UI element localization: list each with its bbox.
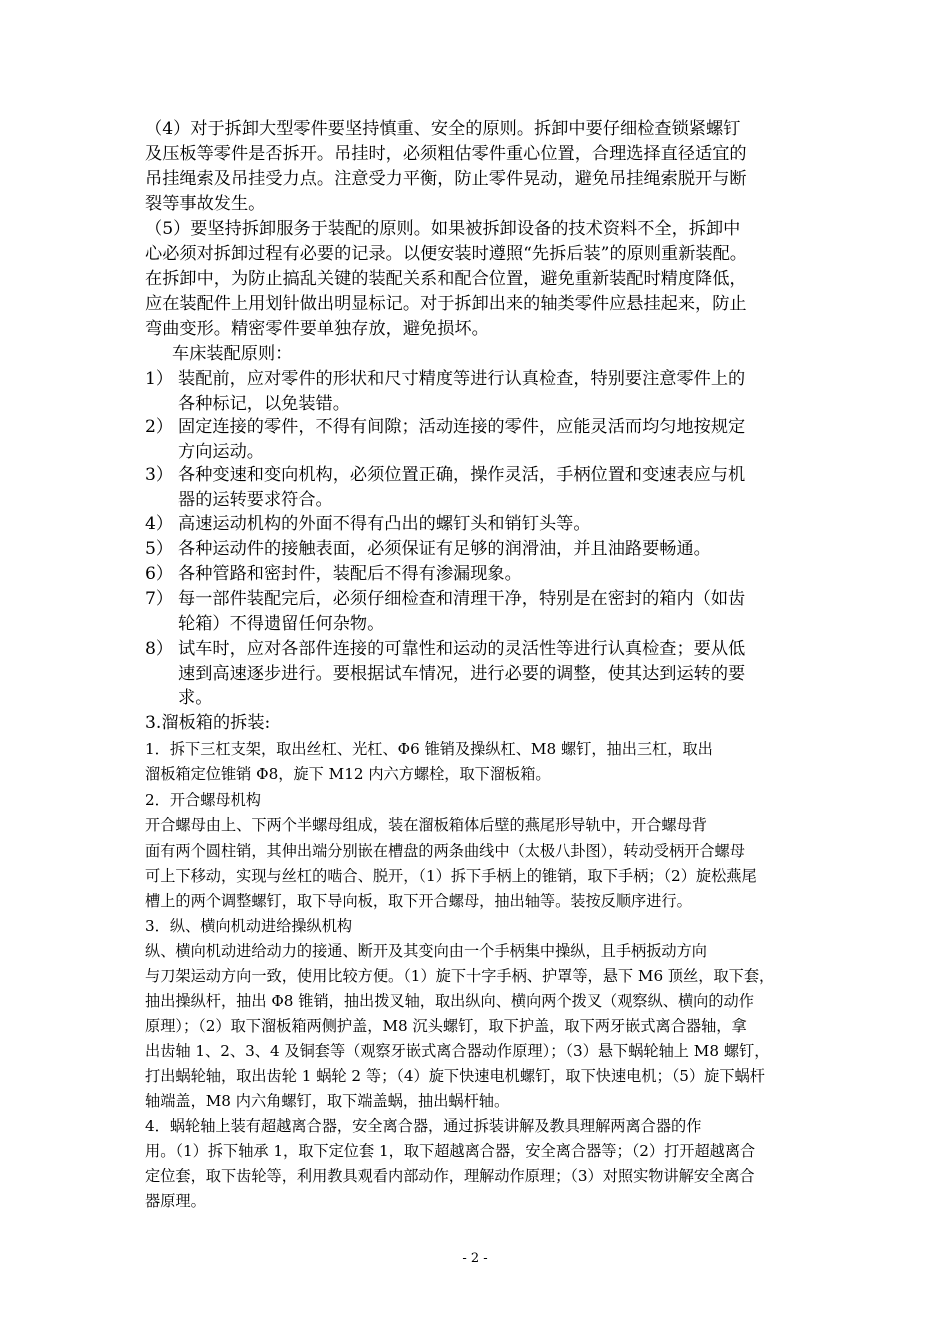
list-item-number: 5） [145,539,173,559]
para5-line-2: 心必须对拆卸过程有必要的记录。以便安装时遵照“先拆后装”的原则重新装配。 [145,244,747,264]
body-line: 槽上的两个调整螺钉，取下导向板，取下开合螺母，抽出轴等。装按反顺序进行。 [145,892,692,910]
para5-line-1: （5）要坚持拆卸服务于装配的原则。如果被拆卸设备的技术资料不全，拆卸中 [145,219,741,239]
list-item-text: 求。 [178,688,213,708]
body-line: 原理）；（2）取下溜板箱两侧护盖，M8 沉头螺钉，取下护盖，取下两牙嵌式离合器轴，拿 [145,1017,747,1035]
list-item-text: 固定连接的零件，不得有间隙；活动连接的零件，应能灵活而均匀地按规定 [178,417,746,437]
list-item-number: 2） [145,417,173,437]
body-line: 打出蜗轮轴，取出齿轮 1 蜗轮 2 等；（4）旋下快速电机螺钉，取下快速电机；（5）旋下蜗杆 [145,1067,765,1085]
body-line: 4．蜗轮轴上装有超越离合器，安全离合器，通过拆装讲解及教具理解两离合器的作 [145,1117,702,1135]
list-item-number: 3） [145,465,173,485]
list-item-text: 器的运转要求符合。 [178,490,333,510]
list-item-text: 各种运动件的接触表面，必须保证有足够的润滑油，并且油路要畅通。 [178,539,711,559]
body-line: 3．纵、横向机动进给操纵机构 [145,917,353,935]
para5-line-4: 应在装配件上用划针做出明显标记。对于拆卸出来的轴类零件应悬挂起来，防止 [145,294,747,314]
body-line: 用。（1）拆下轴承 1，取下定位套 1，取下超越离合器，安全离合器等；（2）打开超越离合 [145,1142,756,1160]
list-item-number: 6） [145,564,173,584]
list-item-number: 4） [145,514,173,534]
para4-line-3: 吊挂绳索及吊挂受力点。注意受力平衡，防止零件晃动，避免吊挂绳索脱开与断 [145,169,747,189]
list-item-number: 7） [145,589,173,609]
para4-line-4: 裂等事故发生。 [145,194,266,214]
para4-line-1: （4）对于拆卸大型零件要坚持慎重、安全的原则。拆卸中要仔细检查锁紧螺钉 [145,119,741,139]
list-item-number: 1） [145,369,173,389]
body-line: 轴端盖，M8 内六角螺钉，取下端盖蜗，抽出蜗杆轴。 [145,1092,510,1110]
body-line: 面有两个圆柱销，其伸出端分别嵌在槽盘的两条曲线中（太极八卦图），转动受柄开合螺母 [145,842,745,860]
para4-line-2: 及压板等零件是否拆开。吊挂时，必须粗估零件重心位置，合理选择直径适宜的 [145,144,747,164]
body-line: 开合螺母由上、下两个半螺母组成，装在溜板箱体后壁的燕尾形导轨中，开合螺母背 [145,816,707,834]
body-line: 与刀架运动方向一致，使用比较方便。（1）旋下十字手柄、护罩等，悬下 M6 顶丝，取下套， [145,967,775,985]
list-item-text: 轮箱）不得遗留任何杂物。 [178,614,385,634]
list-item-text: 方向运动。 [178,442,264,462]
body-line: 纵、横向机动进给动力的接通、断开及其变向由一个手柄集中操纵，且手柄扳动方向 [145,942,707,960]
list-item-text: 高速运动机构的外面不得有凸出的螺钉头和销钉头等。 [178,514,591,534]
assembly-principles-heading: 车床装配原则： [172,344,293,364]
body-line: 溜板箱定位锥销 Φ8，旋下 M12 内六方螺栓，取下溜板箱。 [145,765,551,783]
list-item-number: 8） [145,639,173,659]
list-item-text: 速到高速逐步进行。要根据试车情况，进行必要的调整，使其达到运转的要 [178,664,746,684]
body-line: 可上下移动，实现与丝杠的啮合、脱开，（1）拆下手柄上的锥销，取下手柄；（2）旋松燕尾 [145,867,757,885]
para5-line-5: 弯曲变形。精密零件要单独存放，避免损坏。 [145,319,489,339]
para5-line-3: 在拆卸中，为防止搞乱关键的装配关系和配合位置，避免重新装配时精度降低， [145,269,747,289]
section-title: 3.溜板箱的拆装: [145,713,271,733]
list-item-text: 试车时，应对各部件连接的可靠性和运动的灵活性等进行认真检查；要从低 [178,639,746,659]
list-item-text: 装配前，应对零件的形状和尺寸精度等进行认真检查，特别要注意零件上的 [178,369,746,389]
body-line: 1．拆下三杠支架，取出丝杠、光杠、Φ6 锥销及操纵杠、M8 螺钉，抽出三杠，取出 [145,740,713,758]
body-line: 器原理。 [145,1192,206,1210]
body-line: 定位套，取下齿轮等，利用教具观看内部动作，理解动作原理；（3）对照实物讲解安全离合 [145,1167,755,1185]
list-item-text: 各种标记，以免装错。 [178,394,350,414]
list-item-text: 每一部件装配完后，必须仔细检查和清理干净，特别是在密封的箱内（如齿 [178,589,746,609]
body-line: 出齿轴 1、2、3、4 及铜套等（观察牙嵌式离合器动作原理）；（3）悬下蜗轮轴上 M8 螺钉， [145,1042,770,1060]
body-line: 抽出操纵杆，抽出 Φ8 锥销，抽出拨叉轴，取出纵向、横向两个拨叉（观察纵、横向的动作 [145,992,754,1010]
body-line: 2．开合螺母机构 [145,791,261,809]
list-item-text: 各种管路和密封件，装配后不得有渗漏现象。 [178,564,522,584]
list-item-text: 各种变速和变向机构，必须位置正确，操作灵活，手柄位置和变速表应与机 [178,465,746,485]
page-number: - 2 - [462,1251,488,1266]
